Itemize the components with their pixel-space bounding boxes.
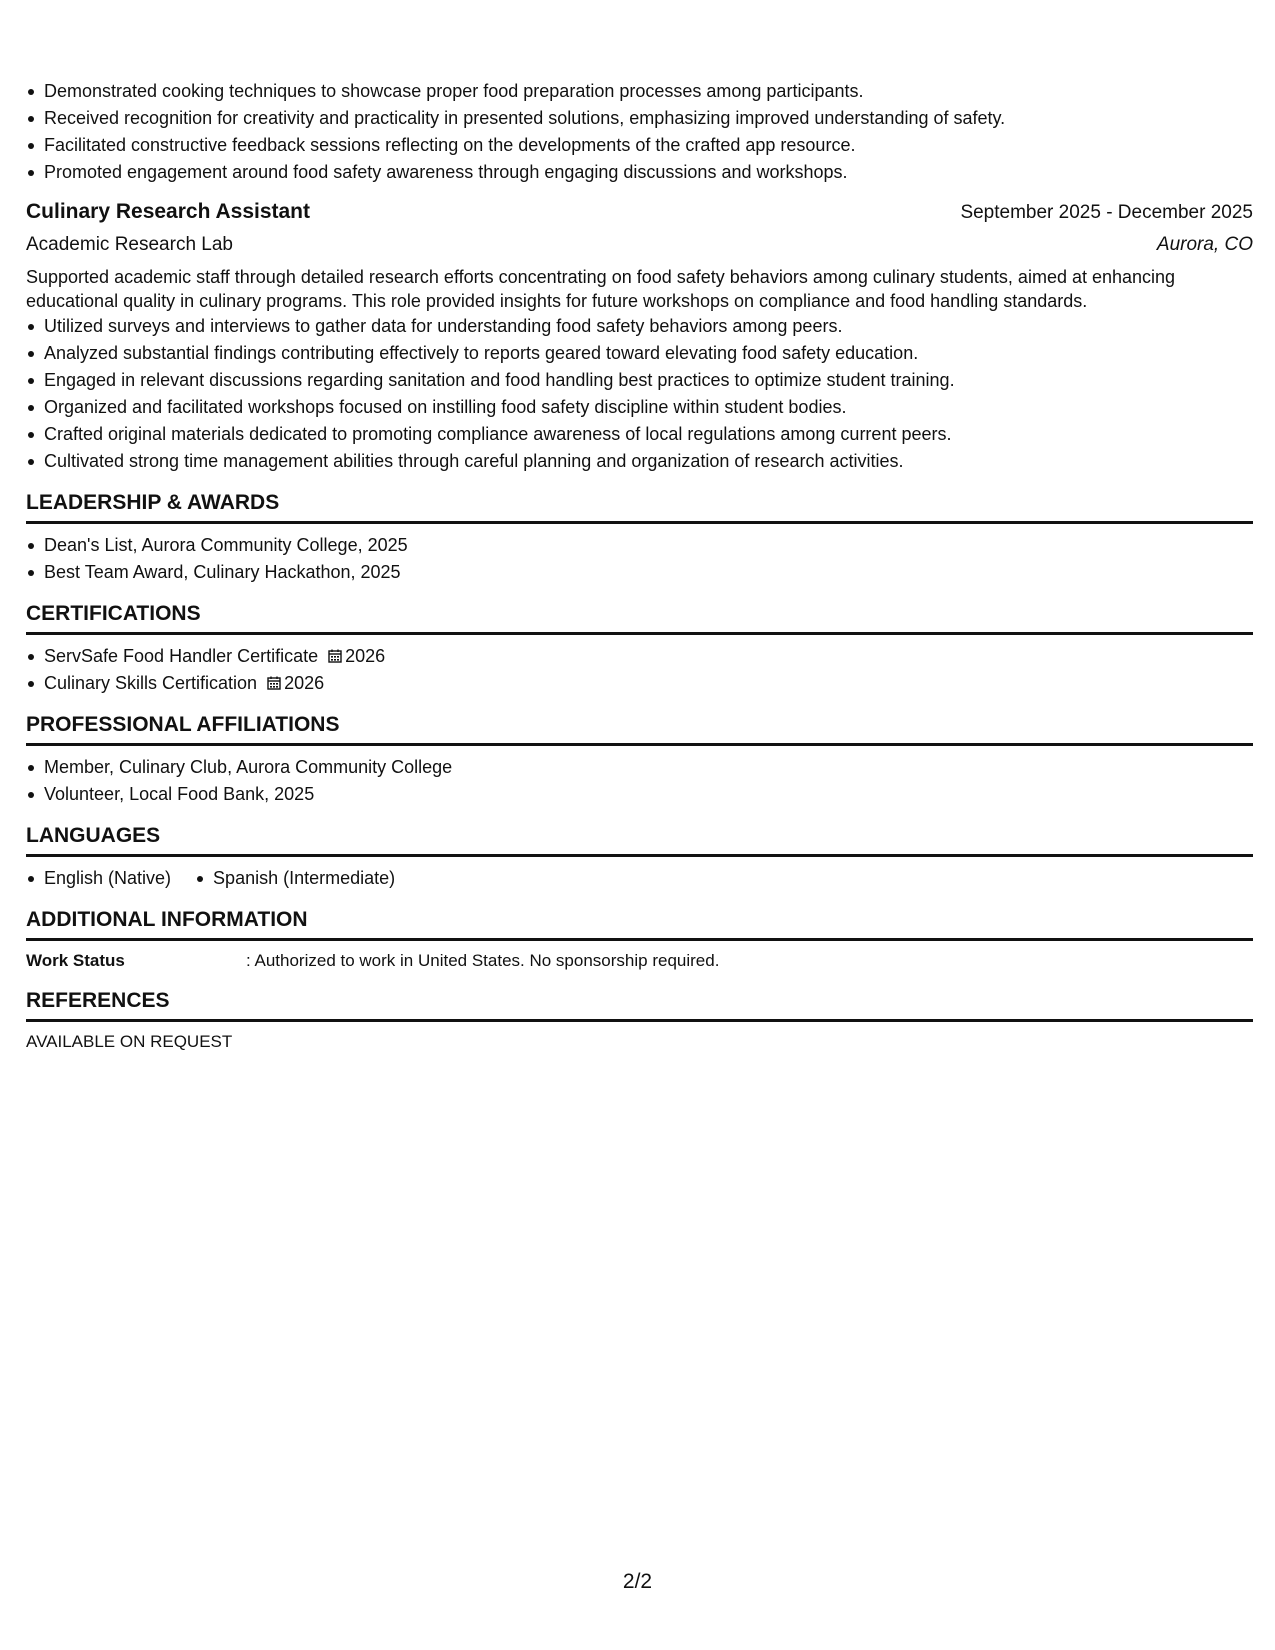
list-item: Cultivated strong time management abilities through careful planning and organization of research activities. bbox=[44, 448, 1253, 475]
resume-page bbox=[26, 78, 1253, 1054]
section-title: PROFESSIONAL AFFILIATIONS bbox=[26, 711, 1253, 746]
work-status-row bbox=[26, 949, 1253, 973]
languages-section bbox=[26, 822, 1253, 892]
references-text: AVAILABLE ON REQUEST bbox=[26, 1032, 233, 1051]
references-section bbox=[26, 987, 1253, 1054]
page-number: 2/2 bbox=[622, 1570, 653, 1593]
list-item: Organized and facilitated workshops focused on instilling food safety discipline within student bodies. bbox=[44, 394, 1253, 421]
certifications-list bbox=[26, 643, 1253, 697]
section-title: CERTIFICATIONS bbox=[26, 600, 1253, 635]
calendar-icon bbox=[328, 649, 342, 663]
work-status-value: : Authorized to work in United States. No sponsorship required. bbox=[246, 951, 720, 970]
job-header bbox=[26, 196, 1253, 229]
job-location: Aurora, CO bbox=[1156, 234, 1253, 255]
certifications-section bbox=[26, 600, 1253, 697]
calendar-icon bbox=[267, 676, 281, 690]
list-item: Facilitated constructive feedback sessions reflecting on the developments of the crafted app resource. bbox=[44, 132, 1253, 159]
list-item bbox=[44, 643, 1253, 670]
list-item: Engaged in relevant discussions regarding sanitation and food handling best practices to optimize student training. bbox=[44, 367, 1253, 394]
languages-list bbox=[26, 865, 1253, 892]
section-title: REFERENCES bbox=[26, 987, 1253, 1022]
list-item: Utilized surveys and interviews to gather data for understanding food safety behaviors among peers. bbox=[44, 313, 1253, 340]
job-bullets bbox=[26, 313, 1253, 475]
certification-name: ServSafe Food Handler Certificate bbox=[44, 646, 319, 666]
list-item: Dean's List, Aurora Community College, 2025 bbox=[44, 532, 1253, 559]
additional-info-section bbox=[26, 906, 1253, 973]
list-item: English (Native) bbox=[44, 865, 171, 892]
job-subheader bbox=[26, 229, 1253, 261]
list-item: Volunteer, Local Food Bank, 2025 bbox=[44, 781, 1253, 808]
job-organization: Academic Research Lab bbox=[26, 234, 233, 255]
list-item: Received recognition for creativity and practicality in presented solutions, emphasizing improved understanding of safety. bbox=[44, 105, 1253, 132]
affiliations-list bbox=[26, 754, 1253, 808]
list-item: Demonstrated cooking techniques to showcase proper food preparation processes among participants. bbox=[44, 78, 1253, 105]
leadership-section bbox=[26, 489, 1253, 586]
job-description: Supported academic staff through detailed research efforts concentrating on food safety behaviors among culinary students, aimed at enhancing educational quality in culinary programs. This role provided insights for future workshops on compliance and food handling standards. bbox=[26, 267, 1176, 311]
list-item: Spanish (Intermediate) bbox=[213, 865, 395, 892]
section-title: LANGUAGES bbox=[26, 822, 1253, 857]
certification-year: 2026 bbox=[345, 646, 386, 666]
certification-year: 2026 bbox=[284, 673, 325, 693]
affiliations-section bbox=[26, 711, 1253, 808]
list-item: Member, Culinary Club, Aurora Community College bbox=[44, 754, 1253, 781]
list-item: Crafted original materials dedicated to promoting compliance awareness of local regulations among current peers. bbox=[44, 421, 1253, 448]
job-dates: September 2025 - December 2025 bbox=[960, 202, 1253, 223]
job-entry bbox=[26, 196, 1253, 475]
previous-role-bullets bbox=[26, 78, 1253, 186]
list-item: Best Team Award, Culinary Hackathon, 2025 bbox=[44, 559, 1253, 586]
section-title: ADDITIONAL INFORMATION bbox=[26, 906, 1253, 941]
list-item: Promoted engagement around food safety awareness through engaging discussions and workshops. bbox=[44, 159, 1253, 186]
job-title: Culinary Research Assistant bbox=[26, 200, 311, 223]
certification-name: Culinary Skills Certification bbox=[44, 673, 258, 693]
work-status-label: Work Status bbox=[26, 951, 125, 970]
list-item bbox=[44, 670, 1253, 697]
section-title: LEADERSHIP & AWARDS bbox=[26, 489, 1253, 524]
list-item: Analyzed substantial findings contributing effectively to reports geared toward elevating food safety education. bbox=[44, 340, 1253, 367]
leadership-list bbox=[26, 532, 1253, 586]
